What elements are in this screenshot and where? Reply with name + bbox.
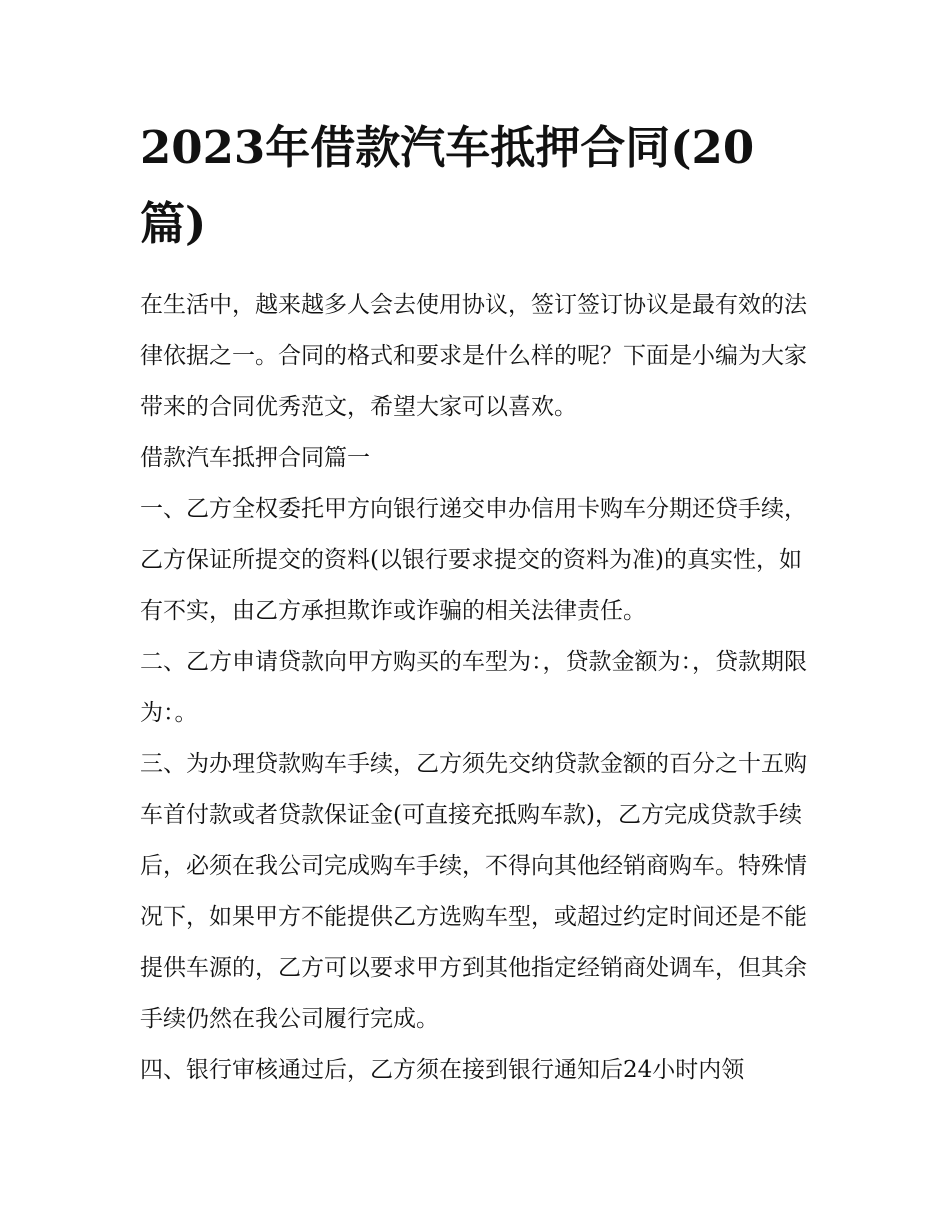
clause-3: 三、为办理贷款购车手续，乙方须先交纳贷款金额的百分之十五购车首付款或者贷款保证金(可直接充抵购车款)，乙方完成贷款手续后，必须在我公司完成购车手续，不得向其他经销商购车。特殊情况下，如果甲方不能提供乙方选购车型，或超过约定时间还是不能提供车源的，乙方可以要求甲方到其他指定经销商处调车，但其余手续仍然在我公司履行完成。: [140, 751, 807, 1032]
intro-paragraph: 在生活中，越来越多人会去使用协议，签订签订协议是最有效的法律依据之一。合同的格式和要求是什么样的呢？下面是小编为大家带来的合同优秀范文，希望大家可以喜欢。: [140, 292, 807, 420]
section-heading: 借款汽车抵押合同篇一: [140, 445, 370, 471]
document-title: 2023年借款汽车抵押合同(20篇): [140, 121, 755, 250]
clause-4: 四、银行审核通过后，乙方须在接到银行通知后24小时内领: [140, 1057, 745, 1083]
clause-2: 二、乙方申请贷款向甲方购买的车型为：，贷款金额为：，贷款期限为：。: [140, 649, 807, 726]
document-page: [140, 110, 812, 1096]
clause-1: 一、乙方全权委托甲方向银行递交申办信用卡购车分期还贷手续，乙方保证所提交的资料(以银行要求提交的资料为准)的真实性，如有不实，由乙方承担欺诈或诈骗的相关法律责任。: [140, 496, 807, 624]
